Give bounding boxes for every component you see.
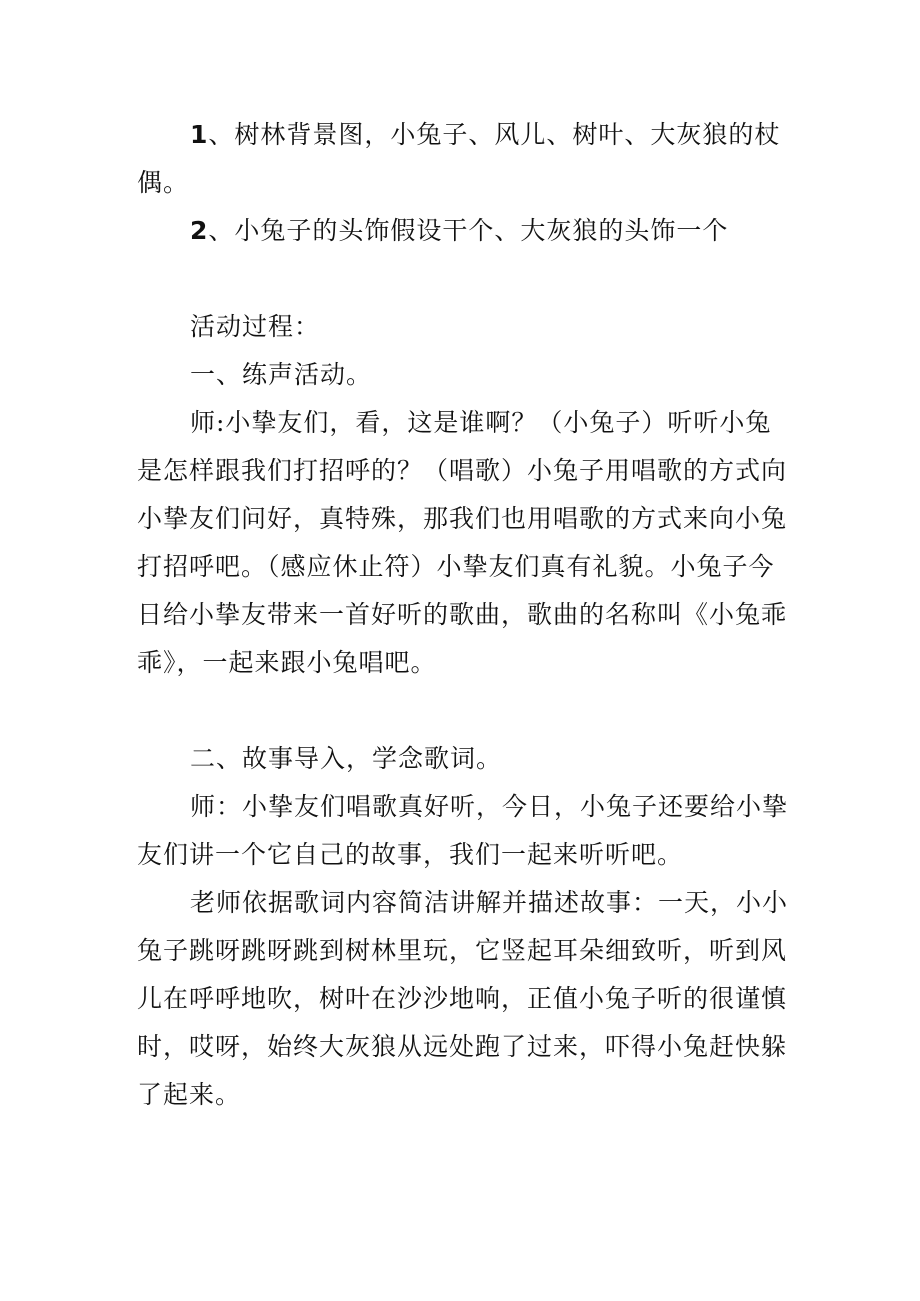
item-text: 、小兔子的头饰假设干个、大灰狼的头饰一个: [208, 216, 729, 245]
section-1-title: 一、练声活动。: [190, 360, 373, 389]
section-1-paragraph-line: 日给小挚友带来一首好听的歌曲，歌曲的名称叫《小兔乖: [137, 600, 788, 629]
section-2-paragraph-2-line: 时，哎呀，始终大灰狼从远处跑了过来，吓得小兔赶快躲: [137, 1032, 788, 1061]
section-2-paragraph-1-line: 师：小挚友们唱歌真好听，今日，小兔子还要给小挚: [190, 792, 789, 821]
section-1-paragraph-line: 是怎样跟我们打招呼的？（唱歌）小兔子用唱歌的方式向: [137, 456, 788, 485]
section-2-paragraph-1-line: 友们讲一个它自己的故事，我们一起来听听吧。: [137, 840, 684, 869]
section-1-paragraph-line: 小挚友们问好，真特殊，那我们也用唱歌的方式来向小兔: [137, 504, 788, 533]
section-2-paragraph-2-line: 儿在呼呼地吹，树叶在沙沙地响，正值小兔子听的很谨慎: [137, 984, 788, 1013]
section-2-paragraph-2-line: 老师依据歌词内容简洁讲解并描述故事：一天，小小: [190, 888, 789, 917]
section-2-paragraph-2-line: 兔子跳呀跳呀跳到树林里玩，它竖起耳朵细致听，听到风: [137, 936, 788, 965]
item-text: 、树林背景图，小兔子、风儿、树叶、大灰狼的杖: [208, 120, 781, 149]
section-1-paragraph-line: 师:小挚友们，看，这是谁啊？（小兔子）听听小兔: [190, 408, 772, 437]
section-1-paragraph-line: 打招呼吧。（感应休止符）小挚友们真有礼貌。小兔子今: [137, 552, 775, 581]
materials-item-2: [190, 214, 728, 248]
section-1-paragraph-line: 乖》，一起来跟小兔唱吧。: [137, 648, 437, 677]
section-2-title: 二、故事导入，学念歌词。: [190, 744, 503, 773]
item-number: 1: [190, 120, 209, 149]
process-heading: 活动过程：: [190, 312, 321, 341]
item-number: 2: [190, 216, 209, 245]
materials-item-1-continuation: 偶。: [137, 168, 190, 197]
section-2-paragraph-2-line: 了起来。: [137, 1080, 242, 1109]
materials-item-1: [190, 118, 780, 152]
